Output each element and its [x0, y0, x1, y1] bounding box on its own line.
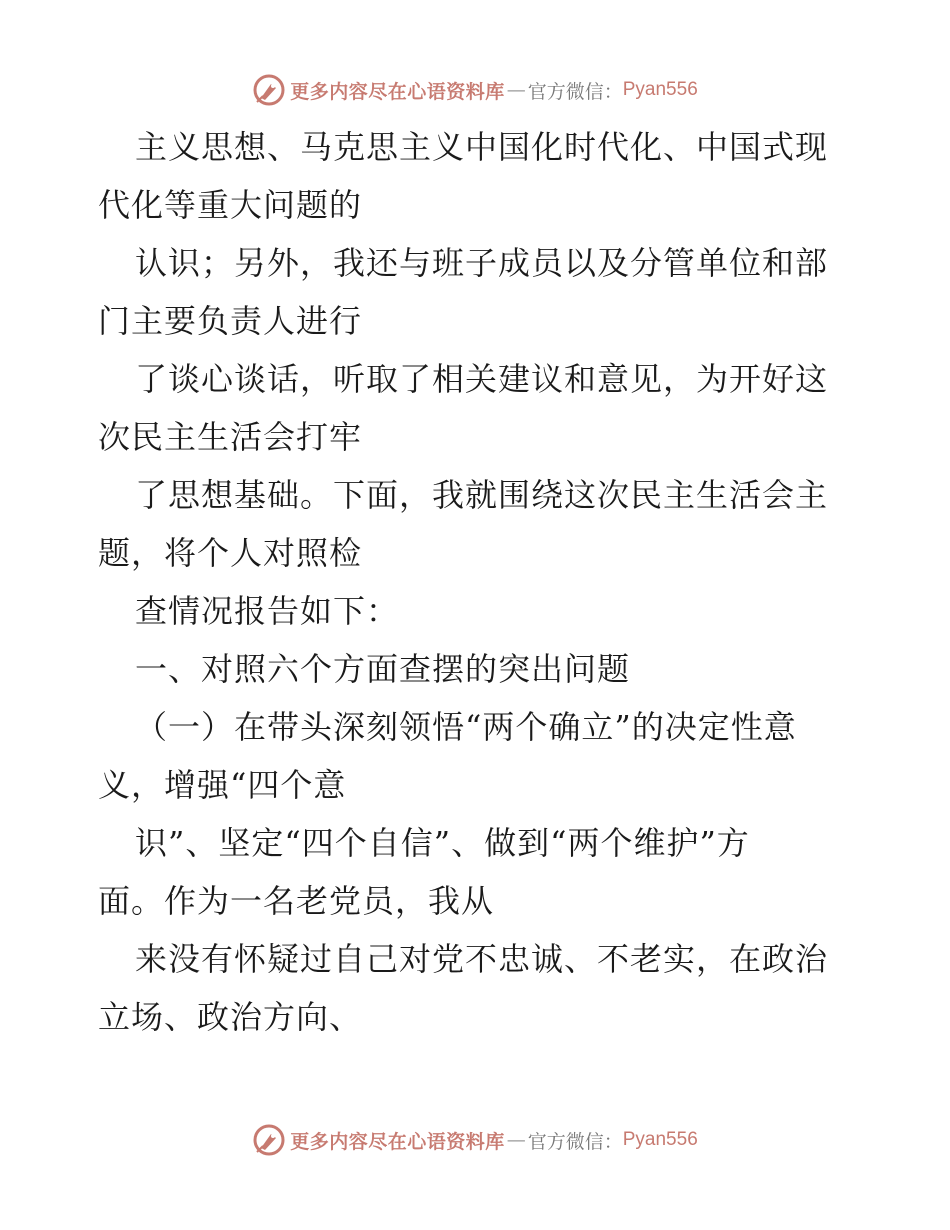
text-line: 主义思想、马克思主义中国化时代化、中国式现 [135, 128, 829, 166]
text-line: 一、对照六个方面查摆的突出问题 [135, 650, 631, 688]
text-line: 识”、坚定“四个自信”、做到“两个维护”方 [135, 824, 750, 862]
header-banner [0, 70, 950, 110]
pen-nib-logo-icon [252, 73, 286, 107]
text-line: 题，将个人对照检 [98, 534, 363, 572]
text-line: 代化等重大问题的 [98, 186, 363, 224]
text-line: 立场、政治方向、 [98, 998, 363, 1036]
text-line: （一）在带头深刻领悟“两个确立”的决定性意 [135, 708, 797, 746]
text-line: 了思想基础。下面，我就围绕这次民主生活会主 [135, 476, 829, 514]
footer-banner [0, 1120, 950, 1160]
pen-nib-logo-icon [252, 1123, 286, 1157]
banner-wechat-id: Pyan556 [622, 79, 698, 100]
text-line: 面。作为一名老党员，我从 [98, 882, 495, 920]
document-body [98, 118, 858, 1046]
banner-title: 更多内容尽在心语资料库 [290, 1130, 505, 1153]
banner-separator: — [506, 1129, 526, 1151]
text-line: 查情况报告如下： [135, 592, 400, 630]
banner-wechat-id: Pyan556 [622, 1129, 698, 1150]
banner-separator: — [506, 79, 526, 101]
text-line: 门主要负责人进行 [98, 302, 363, 340]
text-line: 认识；另外，我还与班子成员以及分管单位和部 [135, 244, 829, 282]
text-line: 次民主生活会打牢 [98, 418, 363, 456]
banner-wechat-label: 官方微信： [527, 80, 623, 103]
banner-wechat-label: 官方微信： [527, 1130, 623, 1153]
text-line: 了谈心谈话，听取了相关建议和意见，为开好这 [135, 360, 829, 398]
text-line: 来没有怀疑过自己对党不忠诚、不老实，在政治 [135, 940, 829, 978]
banner-title: 更多内容尽在心语资料库 [290, 80, 505, 103]
text-line: 义，增强“四个意 [98, 766, 347, 804]
